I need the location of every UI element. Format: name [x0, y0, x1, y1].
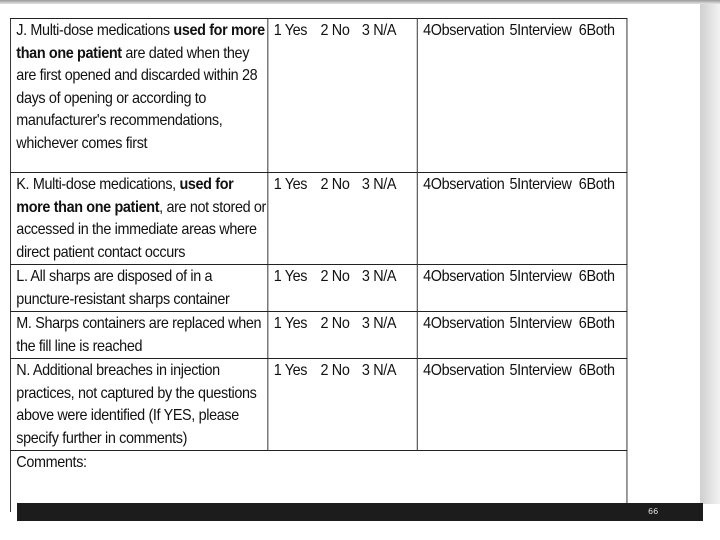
- question-text: [10, 19, 267, 173]
- answer-na[interactable]: 3 N/A: [361, 362, 397, 379]
- answer-na[interactable]: 3 N/A: [361, 315, 397, 332]
- method-interview[interactable]: 5Interview: [509, 315, 572, 332]
- answer-options: [268, 19, 417, 173]
- answer-na[interactable]: 3 N/A: [361, 176, 397, 193]
- method-options: [417, 19, 627, 173]
- question-text-part: , are not stored or accessed in the immediate areas where direct patient contact occurs: [16, 198, 266, 261]
- answer-na[interactable]: 3 N/A: [361, 22, 397, 39]
- question-row-l: [10, 265, 627, 312]
- method-interview[interactable]: 5Interview: [509, 176, 572, 193]
- slide-footer-bar: [17, 503, 703, 521]
- answer-no[interactable]: 2 No: [320, 315, 350, 332]
- question-row-j: [10, 19, 627, 173]
- answer-na[interactable]: 3 N/A: [361, 268, 397, 285]
- answer-no[interactable]: 2 No: [320, 22, 350, 39]
- question-text-part: K. Multi-dose medications,: [16, 176, 180, 193]
- method-observation[interactable]: 4Observation: [423, 268, 505, 285]
- method-interview[interactable]: 5Interview: [509, 268, 572, 285]
- method-both[interactable]: 6Both: [578, 268, 615, 285]
- question-text: M. Sharps containers are replaced when the fill line is reached: [10, 312, 267, 359]
- method-both[interactable]: 6Both: [578, 315, 615, 332]
- question-text-part: are dated when they are first opened and discarded within 28 days of opening or according to manufacturer's recommendations, whichever comes first: [16, 44, 258, 152]
- answer-yes[interactable]: 1 Yes: [273, 315, 308, 332]
- question-row-n: [10, 359, 627, 451]
- answer-options: [268, 173, 417, 265]
- question-text-emphasis: used for more than one patient: [16, 22, 265, 62]
- method-both[interactable]: 6Both: [578, 176, 615, 193]
- answer-yes[interactable]: 1 Yes: [273, 22, 308, 39]
- question-text: N. Additional breaches in injection practices, not captured by the questions above were identified (If YES, please specify further in comments): [10, 359, 267, 451]
- method-both[interactable]: 6Both: [578, 362, 615, 379]
- answer-yes[interactable]: 1 Yes: [273, 268, 308, 285]
- question-row-k: [10, 173, 627, 265]
- method-both[interactable]: 6Both: [578, 22, 615, 39]
- method-observation[interactable]: 4Observation: [423, 176, 505, 193]
- answer-no[interactable]: 2 No: [320, 362, 350, 379]
- method-observation[interactable]: 4Observation: [423, 315, 505, 332]
- question-text: [10, 173, 267, 265]
- slide-right-shadow: [700, 4, 720, 504]
- question-text-emphasis: used for more than one patient: [16, 176, 234, 216]
- method-options: [417, 265, 627, 312]
- comments-label: Comments:: [16, 454, 87, 471]
- method-observation[interactable]: 4Observation: [423, 22, 505, 39]
- question-text: L. All sharps are disposed of in a puncture-resistant sharps container: [10, 265, 267, 312]
- method-options: [417, 312, 627, 359]
- answer-yes[interactable]: 1 Yes: [273, 176, 308, 193]
- method-observation[interactable]: 4Observation: [423, 362, 505, 379]
- method-interview[interactable]: 5Interview: [509, 22, 572, 39]
- method-interview[interactable]: 5Interview: [509, 362, 572, 379]
- method-options: [417, 173, 627, 265]
- answer-yes[interactable]: 1 Yes: [273, 362, 308, 379]
- page-number: 66: [648, 507, 659, 516]
- answer-options: [268, 359, 417, 451]
- slide-top-bar: [0, 0, 720, 4]
- method-options: [417, 359, 627, 451]
- answer-options: [268, 312, 417, 359]
- question-row-m: [10, 312, 627, 359]
- question-text-part: J. Multi-dose medications: [16, 22, 174, 39]
- answer-no[interactable]: 2 No: [320, 268, 350, 285]
- answer-no[interactable]: 2 No: [320, 176, 350, 193]
- injection-safety-form-table: [10, 18, 627, 512]
- answer-options: [268, 265, 417, 312]
